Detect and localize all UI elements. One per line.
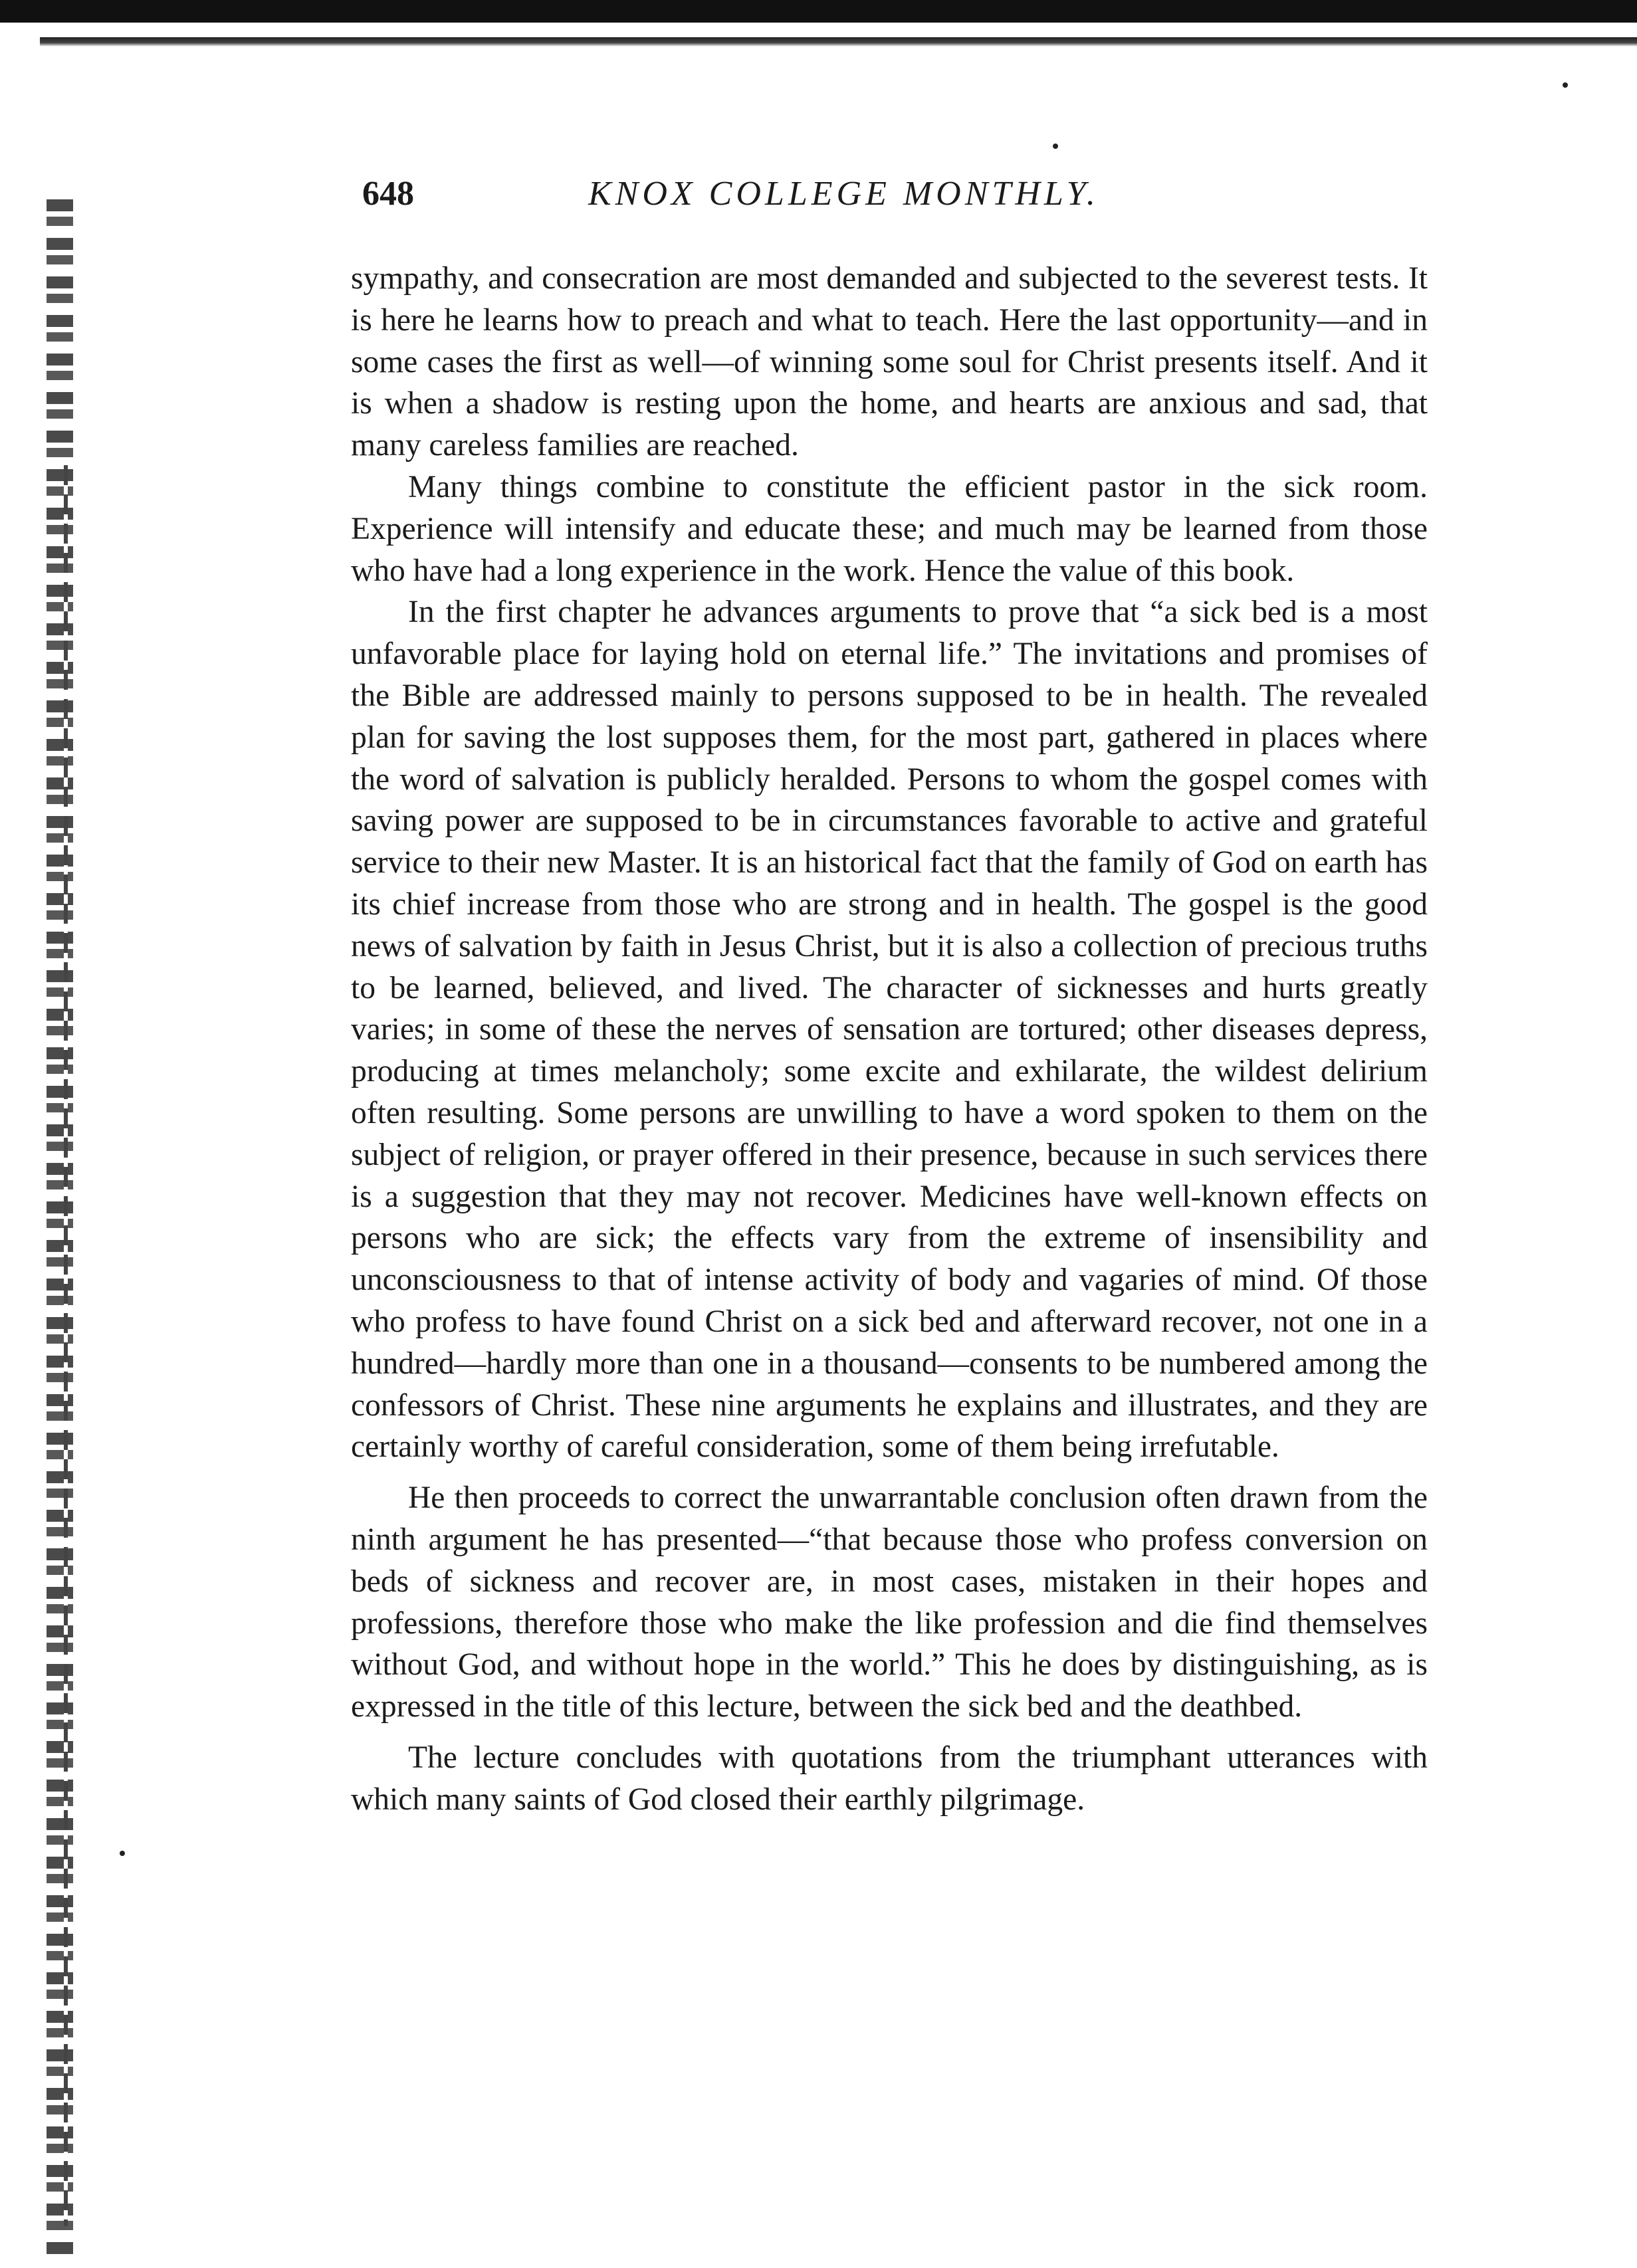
page-header — [362, 174, 1412, 227]
page-number: 648 — [362, 175, 414, 213]
paragraph: The lecture concludes with quotations from the triumphant utterances with which many saints of God closed their earthly pilgrimage. — [351, 1740, 1428, 1817]
paragraph: In the first chapter he advances arguments to prove that “a sick bed is a most unfavorable place for laying hold on eternal life.” The invitations and promises of the Bible are addressed mainly to persons supposed to be in health. The revealed plan for saving the lost supposes them, for the most part, gathered in places where the word of salvation is publicly heralded. Persons to whom the gospel comes with saving power are supposed to be in circumstances favorable to active and grateful service to their new Master. It is an historical fact that the family of God on earth has its chief increase from those who are strong and in health. The gospel is the good news of salvation by faith in Jesus Christ, but it is also a collection of precious truths to be learned, believed, and lived. The character of sicknesses and hurts greatly varies; in some of these the nerves of sensation are tortured; other diseases depress, producing at times melancholy; some excite and exhilarate, the wildest delirium often resulting. Some persons are unwilling to have a word spoken to them on the subject of religion, or prayer offered in their presence, because in such services there is a suggestion that they may not recover. Medicines have well-known effects on persons who are sick; the effects vary from the extreme of insensibility and unconsciousness to that of intense activity of body and vagaries of mind. Of those who profess to have found Christ on a sick bed and afterward recover, not one in a hundred—hardly more than one in a thousand—consents to be numbered among the confessors of Christ. These nine arguments he explains and illustrates, and they are certainly worthy of careful consideration, some of them being irrefutable. — [351, 595, 1428, 1465]
paragraph: sympathy, and consecration are most demanded and subjected to the severest tests. It is here he learns how to preach and what to teach. Here the last opportunity—and in some cases the first as well—of winning some soul for Christ presents itself. And it is when a shadow is resting upon the home, and hearts are anxious and sad, that many careless families are reached. — [351, 261, 1428, 463]
binding-shadow — [47, 199, 73, 2259]
paragraph: Many things combine to constitute the efficient pastor in the sick room. Experience will intensify and educate these; and much may be learned from those who have had a long experience in the work. Hence the value of this book. — [351, 469, 1428, 588]
scan-speck — [1563, 82, 1568, 88]
scan-speck — [1053, 144, 1058, 149]
body-text — [351, 258, 1428, 1820]
scan-top-rule — [40, 37, 1637, 47]
paragraph: He then proceeds to correct the unwarrantable conclusion often drawn from the ninth argument he has presented—“that because those who profess conversion on beds of sickness and recover are, in most cases, mistaken in their hopes and professions, therefore those who make the like profession and die find themselves without God, and without hope in the world.” This he does by distinguishing, as is expressed in the title of this lecture, between the sick bed and the deathbed. — [351, 1481, 1428, 1724]
scan-top-border — [0, 0, 1637, 23]
scan-speck — [120, 1851, 125, 1856]
binding-edge — [64, 465, 68, 2226]
running-title: KNOX COLLEGE MONTHLY. — [588, 175, 1099, 213]
